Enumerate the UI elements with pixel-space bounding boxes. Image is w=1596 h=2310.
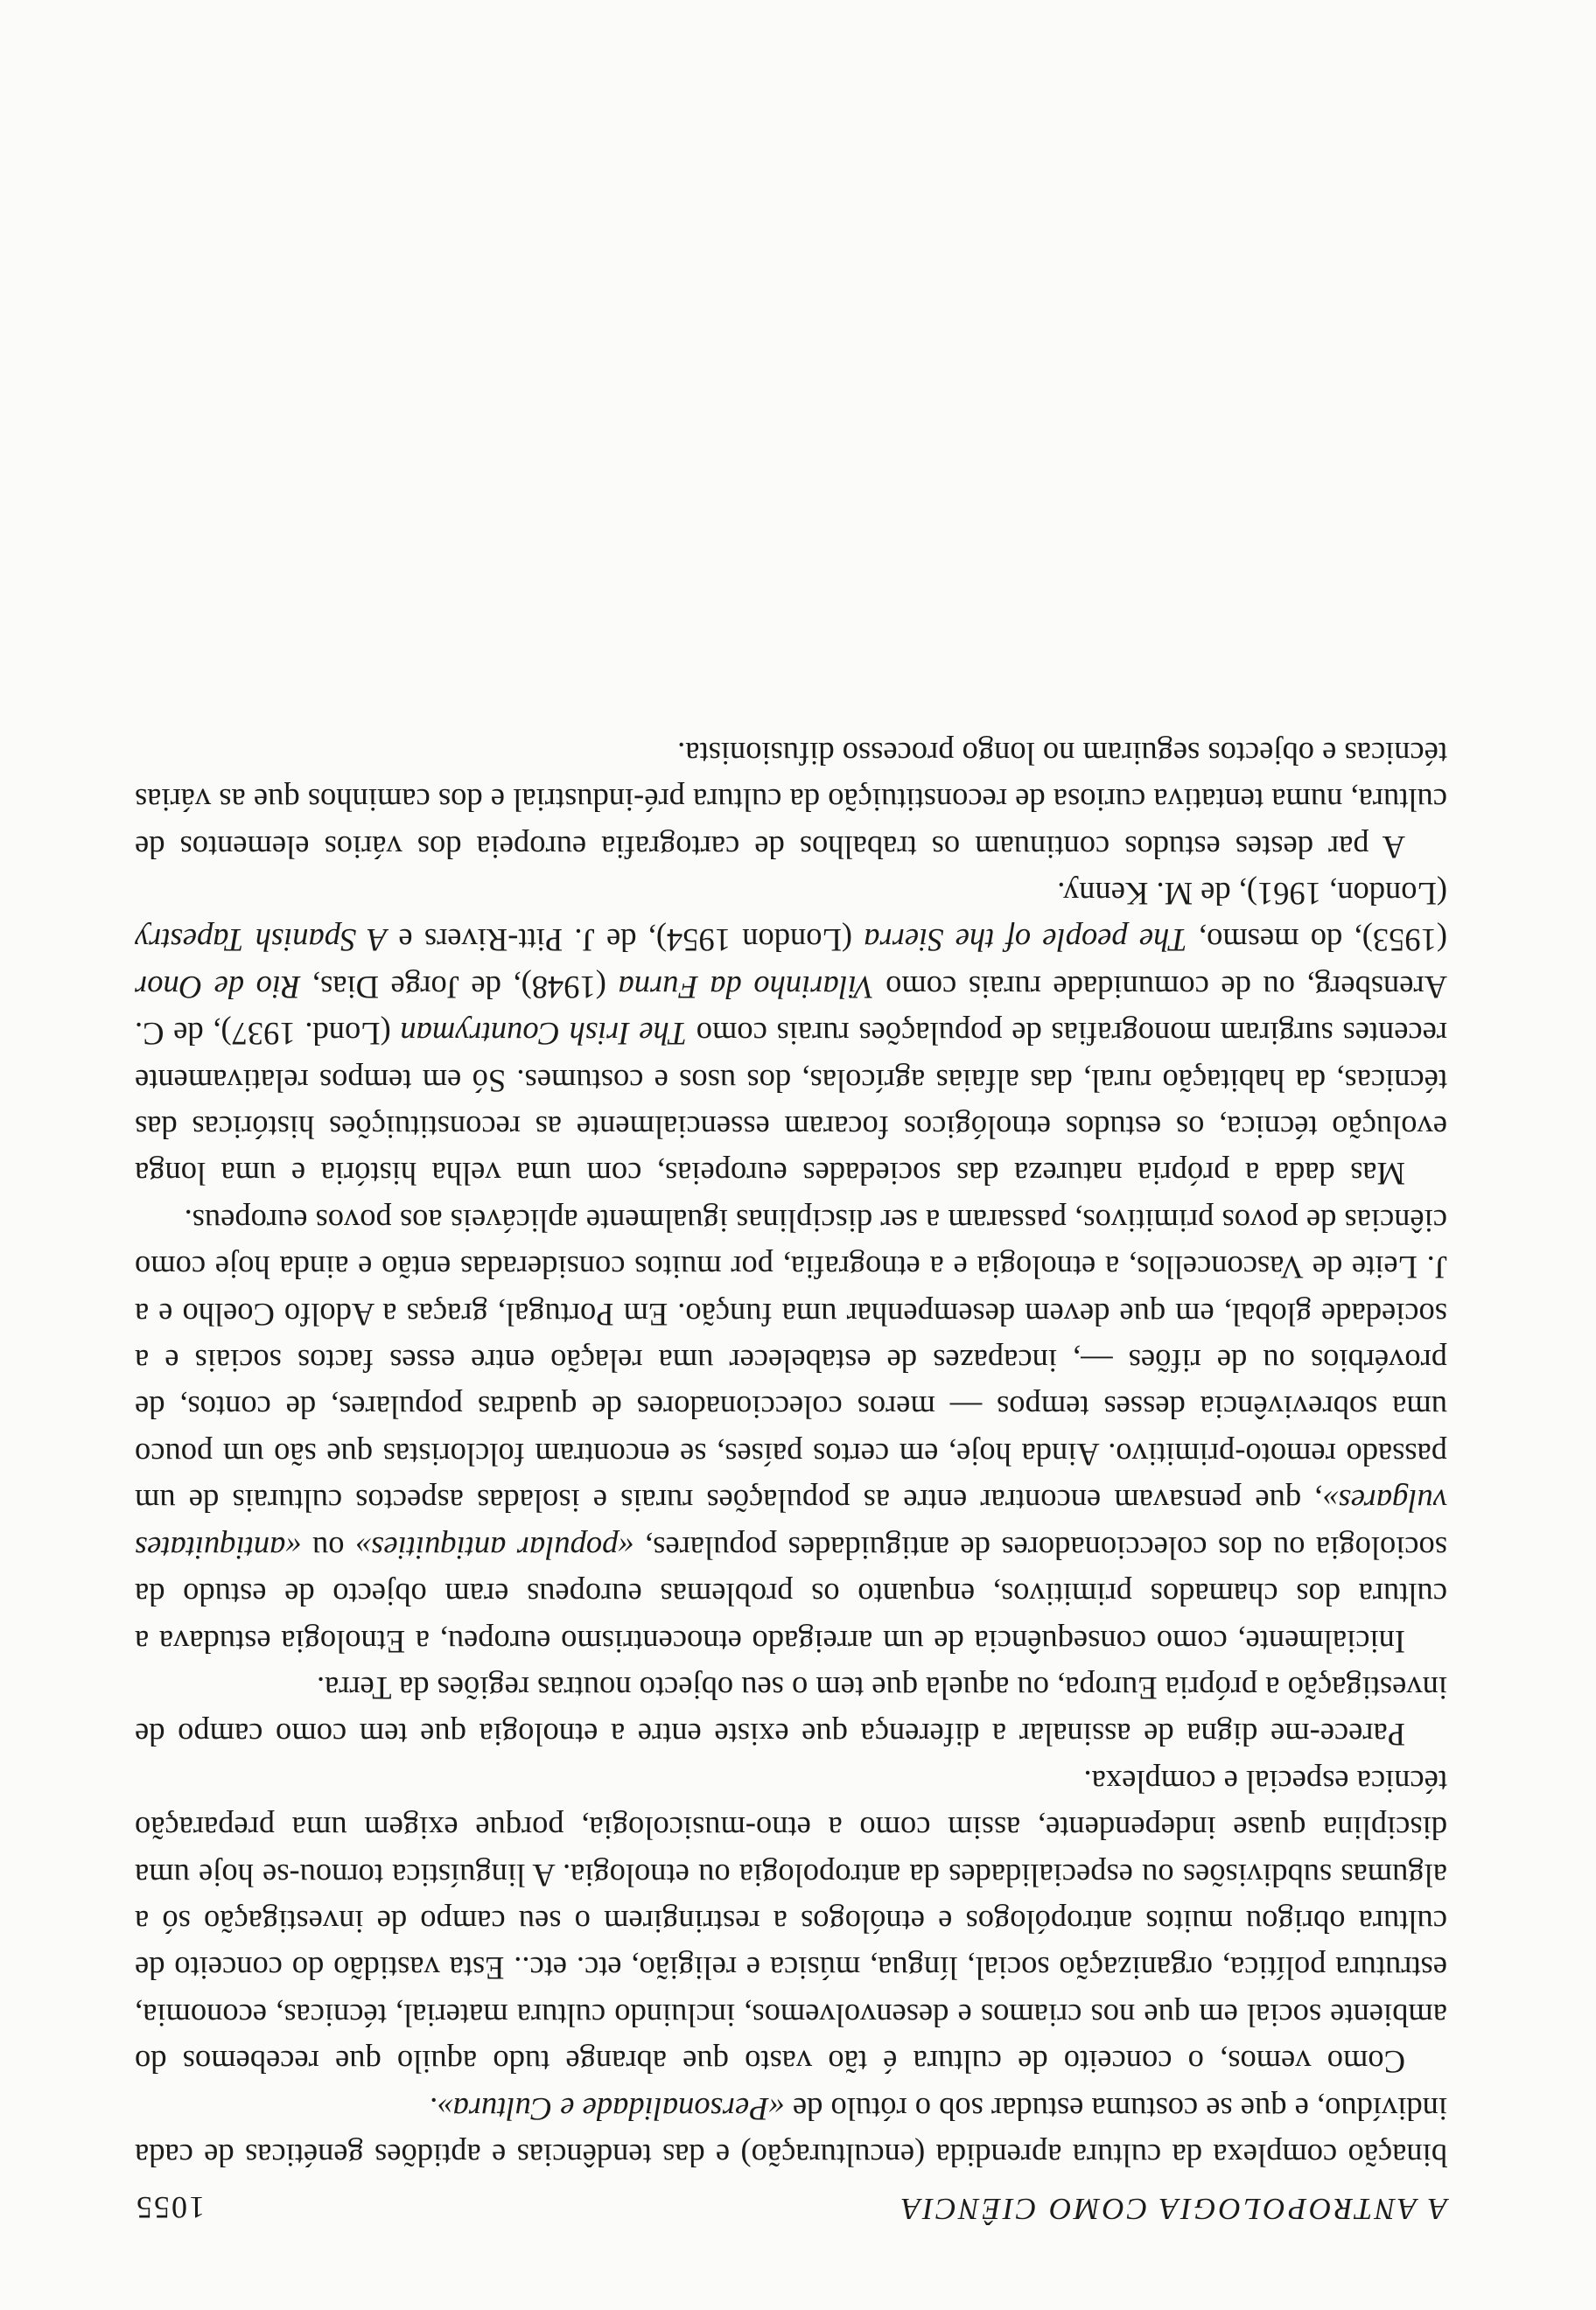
paragraph-text: A par destes estudos continuam os trabalhos de cartografia europeia dos vários elementos de cultura, numa tentativa curiosa de reconstituição da cultura pré-industrial e dos caminhos que as várias técnicas e objectos seguiram no longo processo difusionista. bbox=[135, 735, 1447, 865]
paragraph-text: (London, 1961), de M. Kenny. bbox=[1057, 876, 1447, 913]
paragraph-text: , que pensavam encontrar entre as populações rurais e isoladas aspectos culturais de um passado remoto-primitivo. Ainda hoje, em certos países, se encontram folcloristas que são um pouco uma sobrevivência desses tempos — meros coleccionadores de quadras populares, de contos, de provérbios ou de rifões —, incapazes de estabelecer uma relação entre esses factos sociais e a sociedade global, em que devem desempenhar uma função. Em Portugal, graças a Adolfo Coelho e a J. Leite de Vasconcellos, a etnologia e a etnografia, por muitos consideradas então e ainda hoje como ciências de povos primitivos, passaram a ser disciplinas igualmente aplicáveis aos povos europeus. bbox=[135, 1202, 1447, 1520]
paragraph-text: Como vemos, o conceito de cultura é tão vasto que abrange tudo aquilo que recebemos do ambiente social em que nos criamos e desenvolvemos, incluindo cultura material, técnicas, economia, estrutura política, organização social, língua, música e religião, etc. etc.. Esta vastidão do conceito de cultura obrigou muitos antropólogos e etnólogos a restringirem o seu campo de investigação só a algumas subdivisões ou especialidades da antropologia ou etnologia. A linguística tornou-se hoje uma disciplina quase independente, assim como a etno-musicologia, porque exigem uma preparação técnica especial e complexa. bbox=[135, 1763, 1447, 2081]
paragraph bbox=[135, 1758, 1447, 2085]
body-text bbox=[135, 730, 1447, 2179]
paragraph-text: ou bbox=[301, 1530, 355, 1566]
paragraph-text: (Lond. 1937), de C. Arensberg, ou de comunidade rurais como bbox=[135, 969, 1447, 1053]
paragraph-text: Parece-me digna de assinalar a diferença que existe entre a etnologia que tem como campo de investigação a própria Europa, ou aquela que tem o seu objecto noutras regiões da Terra. bbox=[135, 1670, 1447, 1754]
page-header bbox=[135, 2174, 1447, 2226]
running-title: A ANTROPOLOGIA COMO CIÊNCIA bbox=[899, 2192, 1447, 2226]
italic-title-text: «popular antiquities» bbox=[354, 1530, 634, 1566]
italic-title-text: Vilarinho da Furna bbox=[618, 969, 874, 1005]
paragraph-text: Mas dada a própria natureza das sociedades europeias, com uma velha história e uma longa evolução técnica, os estudos etnológicos focaram essencialmente as reconstituições históricas das técnicas, da habitação rural, das alfaias agrícolas, dos usos e costumes. Só em tempos relativamente recentes surgiram monografias de populações rurais como bbox=[135, 1016, 1447, 1193]
italic-title-text: The people of the Sierra bbox=[864, 922, 1187, 959]
italic-title-text: Rio de Onor bbox=[135, 969, 301, 1005]
paragraph bbox=[135, 1197, 1447, 1664]
italic-title-text: The Irish Countryman bbox=[400, 1016, 688, 1053]
paragraph bbox=[135, 730, 1447, 870]
paragraph bbox=[135, 1665, 1447, 1759]
paragraph-text: (London 1954), de J. Pitt-Rivers e bbox=[387, 922, 864, 959]
italic-title-text: «Personalidade e Cultura». bbox=[429, 2090, 785, 2127]
paragraph bbox=[135, 2085, 1447, 2179]
italic-title-text: «antiquitates vulgares» bbox=[134, 1483, 1447, 1566]
page-number: 1055 bbox=[135, 2190, 205, 2225]
paragraph bbox=[135, 871, 1447, 1198]
paragraph-text: binação complexa da cultura aprendida (enculturação) e das tendências e aptidões genéticas de cada indivíduo, e que se costuma estudar sob o rótulo de bbox=[135, 2090, 1447, 2174]
paragraph-text: (1953), do mesmo, bbox=[1186, 922, 1447, 959]
paragraph-text: Inicialmente, como consequência de um arreigado etnocentrismo europeu, a Etnologia estudava a cultura dos chamados primitivos, enquanto os problemas europeus eram objecto de estudo da sociologia ou dos coleccionadores de antiguidades populares, bbox=[135, 1530, 1447, 1660]
italic-title-text: A Spanish Tapestry bbox=[135, 922, 388, 959]
paragraph-text: (1948), de Jorge Dias, bbox=[300, 969, 619, 1005]
